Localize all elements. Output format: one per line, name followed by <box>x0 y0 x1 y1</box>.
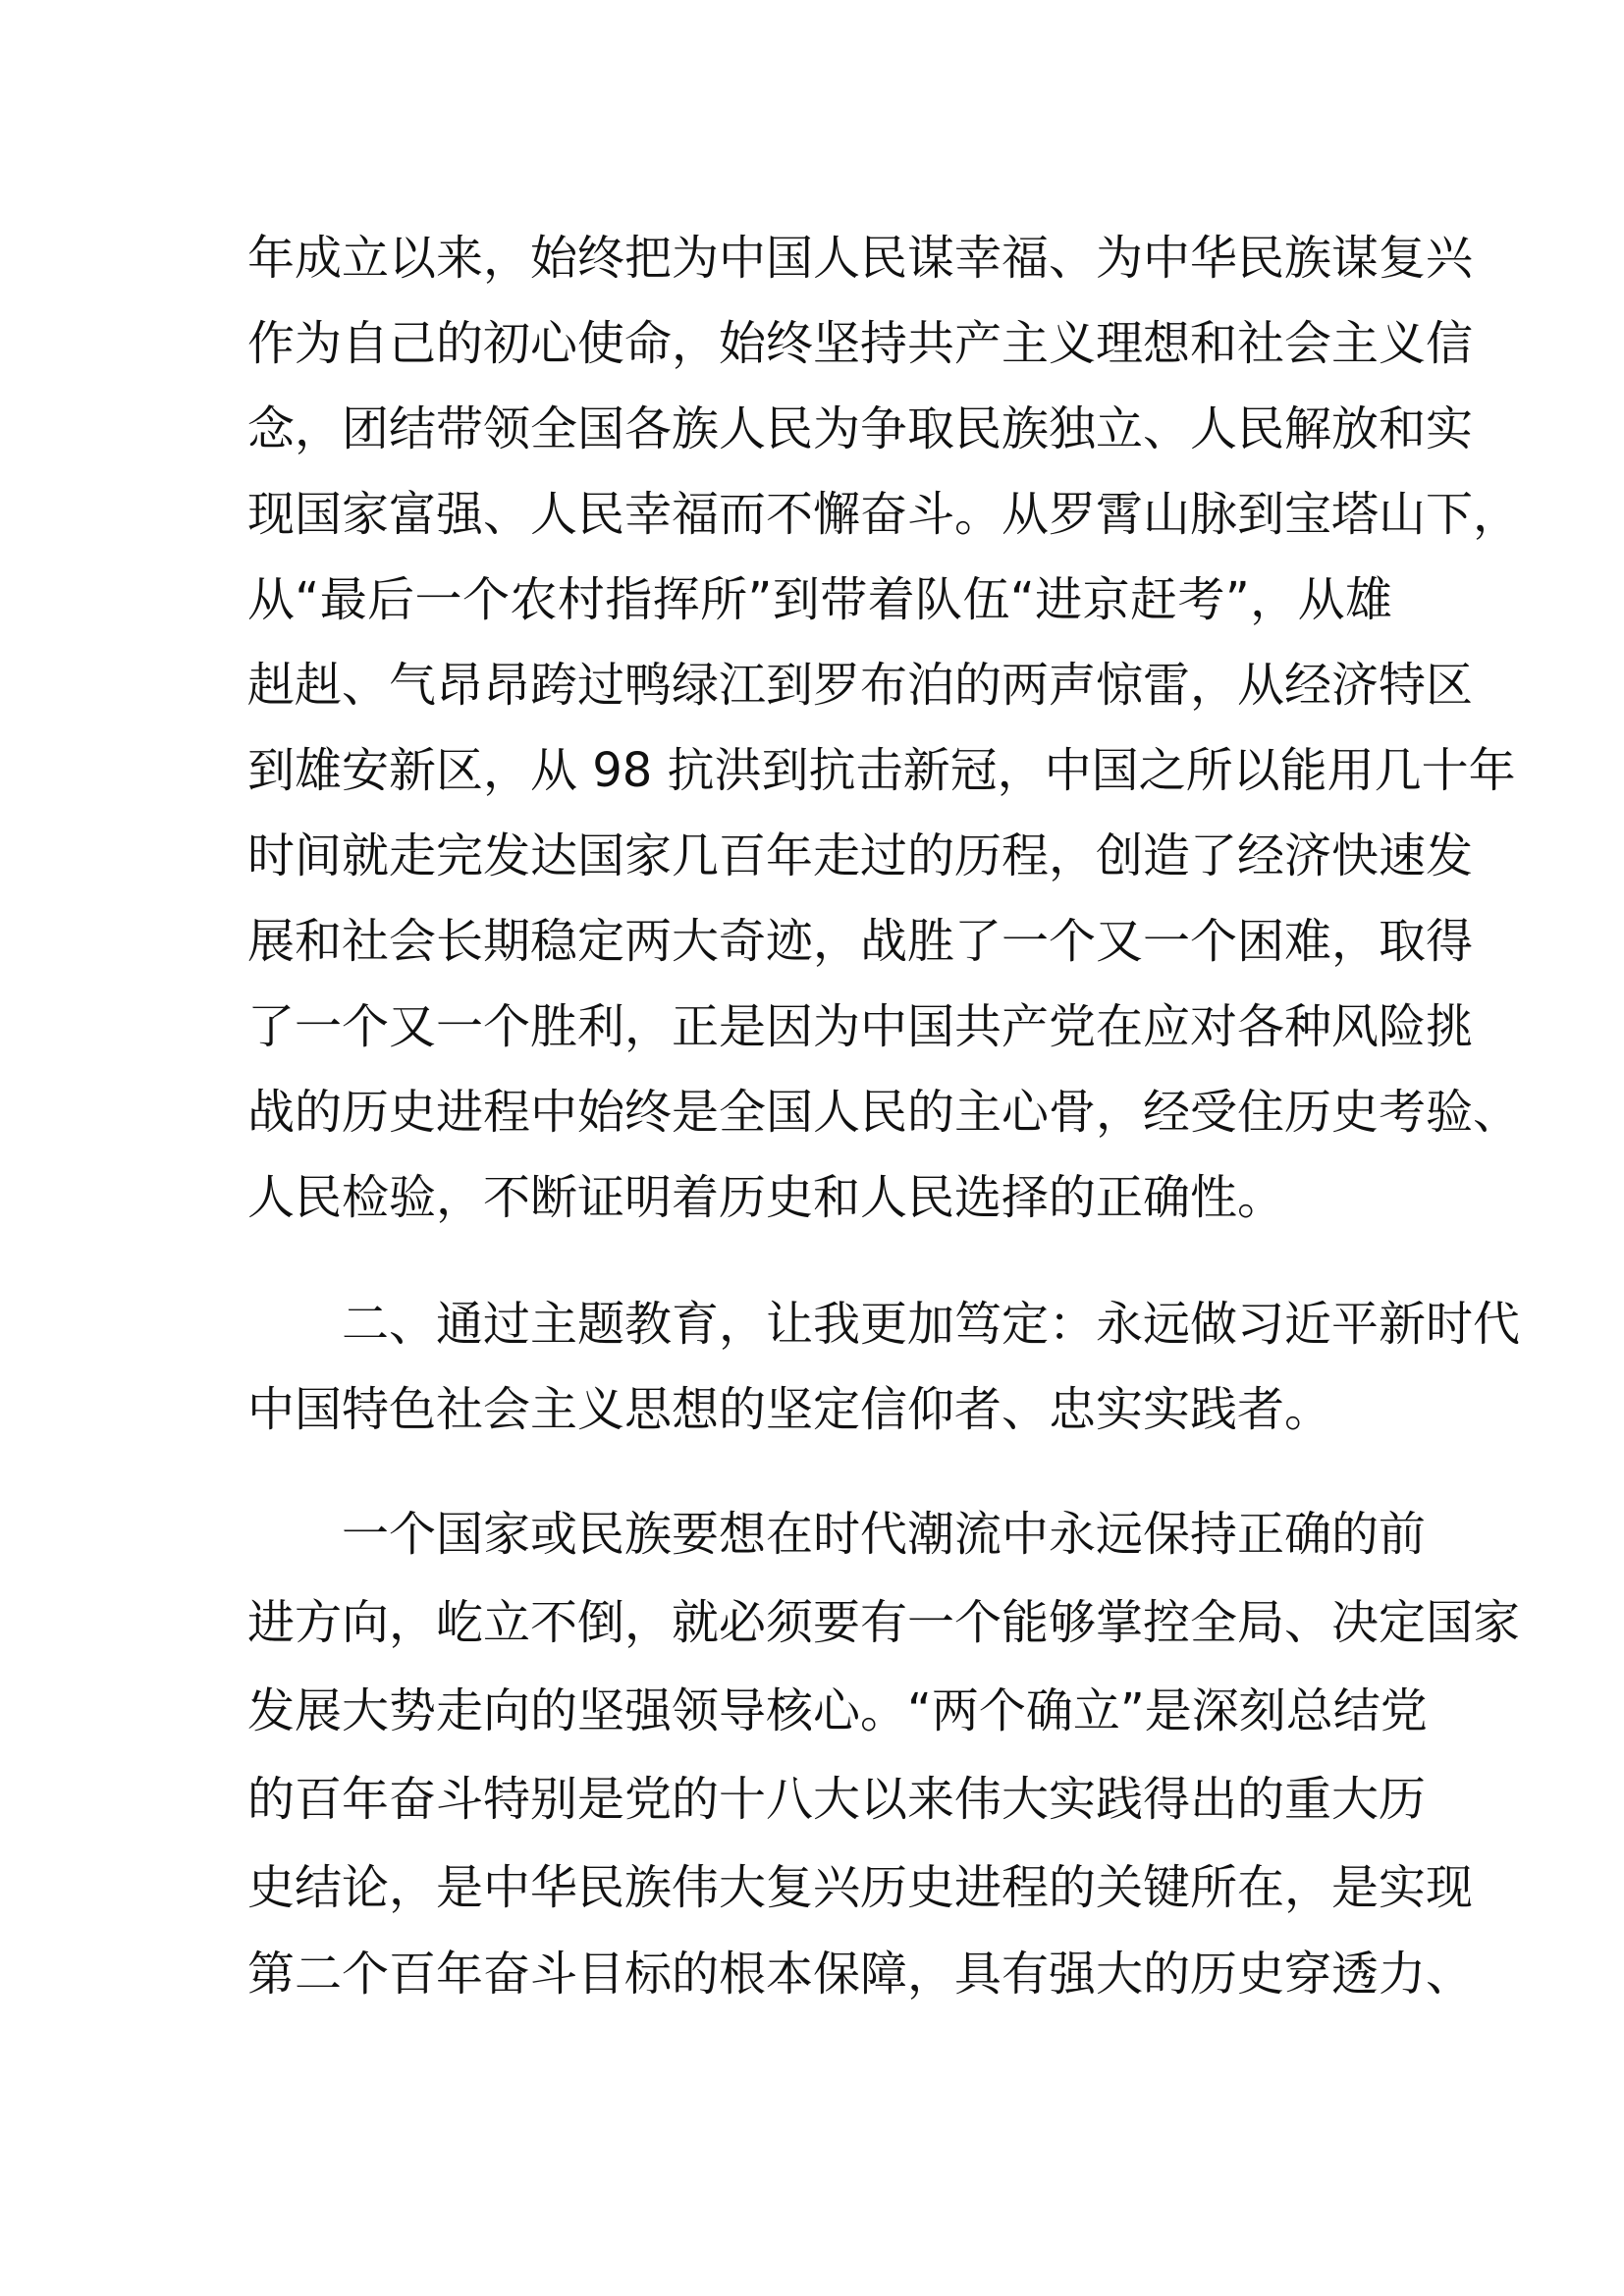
text-line: 从“最后一个农村指挥所”到带着队伍“进京赶考”，从雄 <box>247 572 1392 627</box>
text-line: 第二个百年奋斗目标的根本保障，具有强大的历史穿透力、 <box>247 1947 1474 2002</box>
text-line: 人民检验，不断证明着历史和人民选择的正确性。 <box>247 1170 1285 1225</box>
text-line: 到雄安新区，从 98 抗洪到抗击新冠，中国之所以能用几十年 <box>247 743 1516 798</box>
text-line: 战的历史进程中始终是全国人民的主心骨，经受住历史考验、 <box>247 1085 1521 1140</box>
text-line: 了一个又一个胜利，正是因为中国共产党在应对各种风险挑 <box>247 999 1474 1054</box>
text-line: 史结论，是中华民族伟大复兴历史进程的关键所在，是实现 <box>247 1860 1474 1915</box>
text-line: 中国特色社会主义思想的坚定信仰者、忠实实践者。 <box>247 1382 1332 1437</box>
text-line: 展和社会长期稳定两大奇迹，战胜了一个又一个困难，取得 <box>247 914 1474 969</box>
text-line: 念，团结带领全国各族人民为争取民族独立、人民解放和实 <box>247 401 1474 456</box>
text-line: 年成立以来，始终把为中国人民谋幸福、为中华民族谋复兴 <box>247 231 1474 286</box>
text-line: 作为自己的初心使命，始终坚持共产主义理想和社会主义信 <box>247 316 1474 371</box>
text-line: 二、通过主题教育，让我更加笃定：永远做习近平新时代 <box>342 1297 1521 1352</box>
text-line: 一个国家或民族要想在时代潮流中永远保持正确的前 <box>342 1507 1427 1562</box>
text-line: 的百年奋斗特别是党的十八大以来伟大实践得出的重大历 <box>247 1772 1427 1827</box>
text-line: 现国家富强、人民幸福而不懈奋斗。从罗霄山脉到宝塔山下， <box>247 487 1521 542</box>
text-line: 时间就走完发达国家几百年走过的历程，创造了经济快速发 <box>247 828 1474 883</box>
text-line: 进方向，屹立不倒，就必须要有一个能够掌控全局、决定国家 <box>247 1595 1521 1650</box>
text-line: 赳赳、气昂昂跨过鸭绿江到罗布泊的两声惊雷，从经济特区 <box>247 658 1474 713</box>
text-line: 发展大势走向的坚强领导核心。“两个确立”是深刻总结党 <box>247 1683 1428 1738</box>
